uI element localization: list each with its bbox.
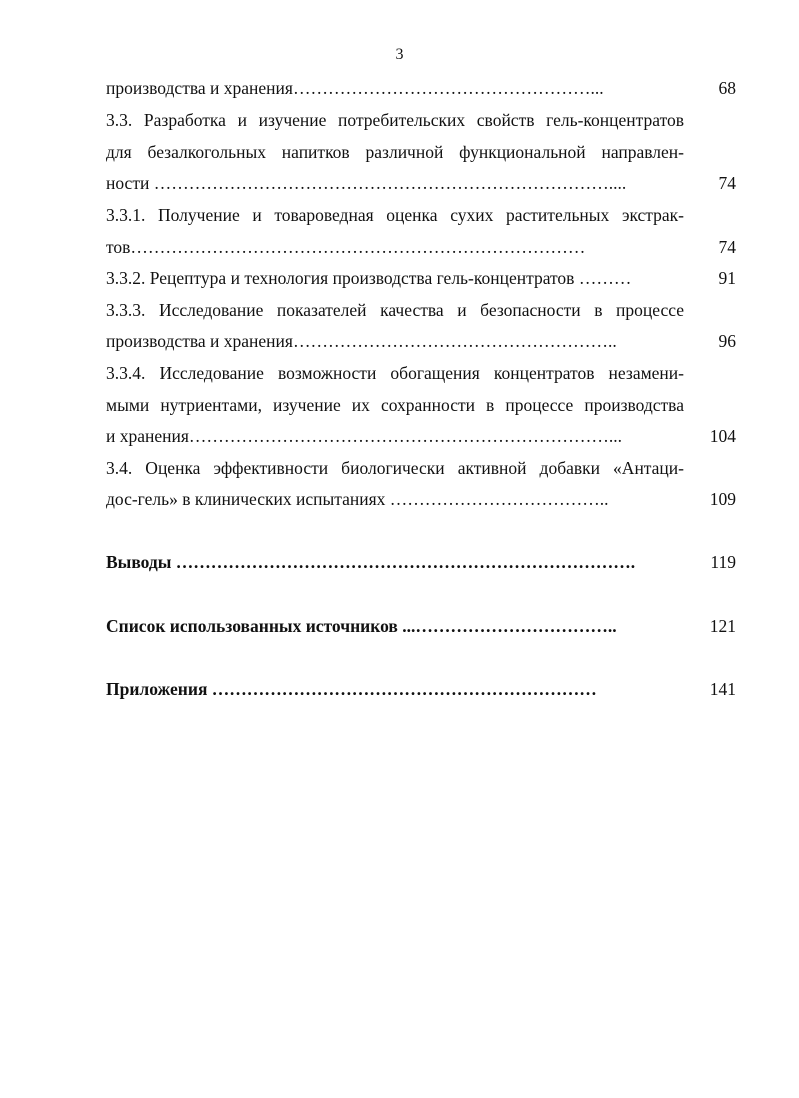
toc-page-number: 109 xyxy=(709,489,736,509)
toc-line: мыми нутриентами, изучение их сохранности в процессе производства xyxy=(106,395,684,415)
toc-page-number: 104 xyxy=(709,426,736,446)
toc-page-number: 68 xyxy=(718,78,736,98)
toc-page-number: 141 xyxy=(709,679,736,699)
toc-line: тов…………………………………………………………………… xyxy=(106,237,586,257)
toc-page-number: 121 xyxy=(709,616,736,636)
toc-line: 3.3.4. Исследование возможности обогащения концентратов незамени- xyxy=(106,363,684,383)
toc-page-number: 74 xyxy=(718,237,736,257)
toc-line: производства и хранения……………………………………………….. xyxy=(106,331,617,351)
toc-line: Список использованных источников ...…………………………….. xyxy=(106,616,617,636)
toc-line: 3.3. Разработка и изучение потребительских свойств гель-концентратов xyxy=(106,110,684,130)
toc-line: 3.3.1. Получение и товароведная оценка сухих растительных экстрак- xyxy=(106,205,684,225)
page-number: 3 xyxy=(395,46,404,63)
toc-line: 3.4. Оценка эффективности биологически активной добавки «Антаци- xyxy=(106,458,684,478)
toc-line: производства и хранения……………………………………………... xyxy=(106,78,604,98)
toc-line: 3.3.3. Исследование показателей качества и безопасности в процессе xyxy=(106,300,684,320)
toc-line: ности …………………………………………………………………….... xyxy=(106,173,627,193)
toc-line: 3.3.2. Рецептура и технология производства гель-концентратов ……… xyxy=(106,268,632,288)
toc-page-number: 91 xyxy=(718,268,736,288)
toc-page-number: 96 xyxy=(718,331,736,351)
toc-page-number: 74 xyxy=(718,173,736,193)
toc-page-number: 119 xyxy=(710,552,736,572)
toc-line: Выводы ……………………………………………………………………. xyxy=(106,552,636,572)
toc-line: и хранения………………………………………………………………... xyxy=(106,426,623,446)
toc-line: дос-гель» в клинических испытаниях ……………………………….. xyxy=(106,489,609,509)
toc-line: для безалкогольных напитков различной функциональной направлен- xyxy=(106,142,684,162)
toc-line: Приложения ………………………………………………………… xyxy=(106,679,597,699)
